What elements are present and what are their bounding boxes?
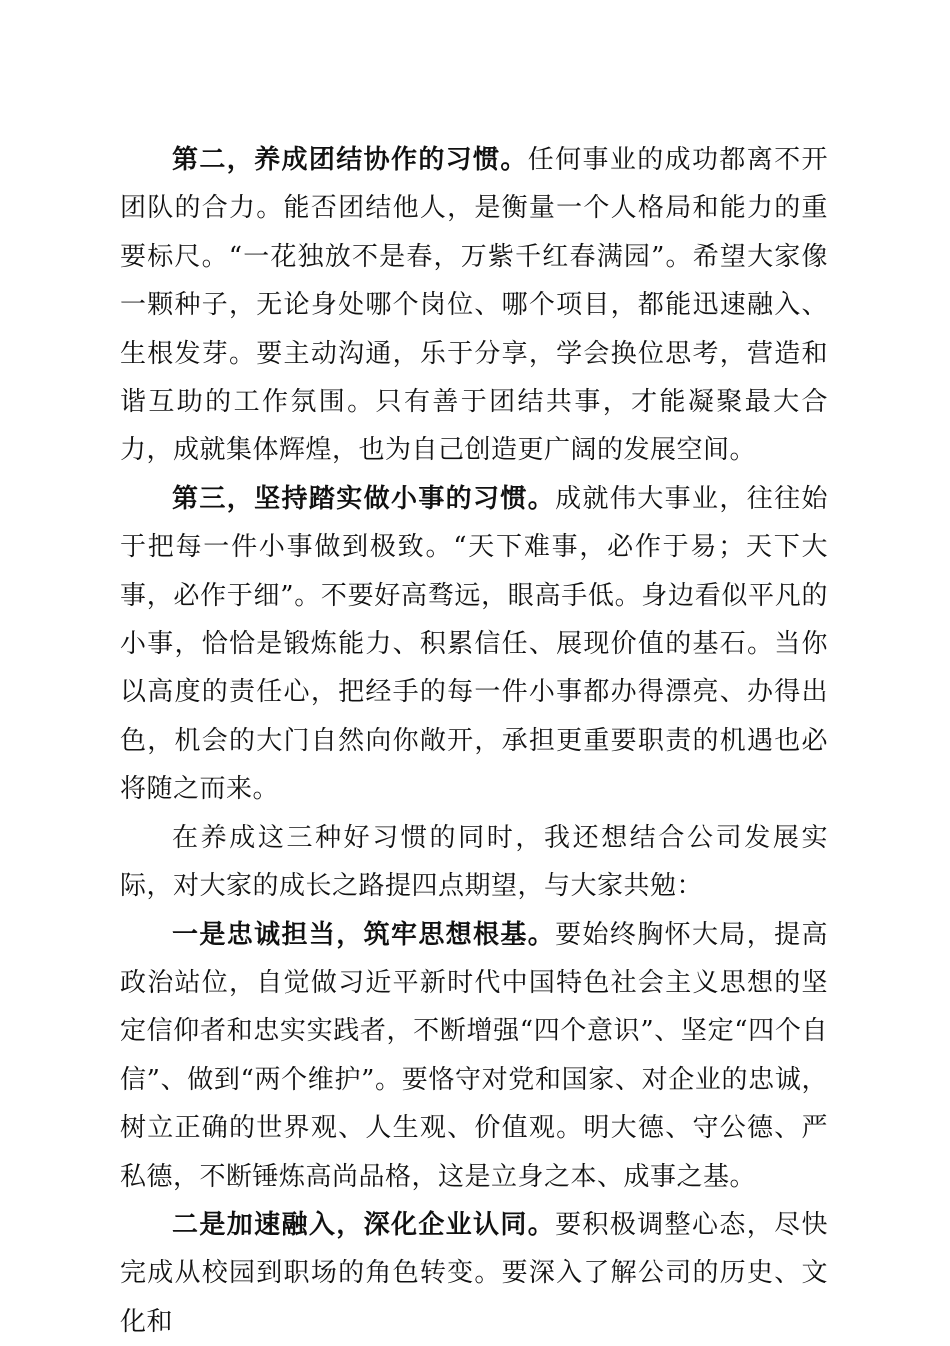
paragraph-integration	[120, 1201, 828, 1346]
paragraph-small-things-habit	[120, 475, 828, 814]
paragraph-text: 要积极调整心态，尽快完成从校园到职场的角色转变。要深入了解公司的历史、文化和	[120, 1209, 828, 1337]
paragraph-text: 要始终胸怀大局，提高政治站位，自觉做习近平新时代中国特色社会主义思想的坚定信仰者和忠实实践者，不断增强“四个意识”、坚定“四个自信”、做到“两个维护”。要恪守对党和国家、对企业的忠诚，树立正确的世界观、人生观、价值观。明大德、守公德、严私德，不断锤炼高尚品格，这是立身之本、成事之基。	[120, 919, 828, 1192]
paragraph-heading: 一是忠诚担当，筑牢思想根基。	[172, 919, 556, 950]
paragraph-text: 在养成这三种好习惯的同时，我还想结合公司发展实际，对大家的成长之路提四点期望，与大家共勉：	[120, 822, 828, 902]
paragraph-text: 任何事业的成功都离不开团队的合力。能否团结他人，是衡量一个人格局和能力的重要标尺。“一花独放不是春，万紫千红春满园”。希望大家像一颗种子，无论身处哪个岗位、哪个项目，都能迅速融入、生根发芽。要主动沟通，乐于分享，学会换位思考，营造和谐互助的工作氛围。只有善于团结共事，才能凝聚最大合力，成就集体辉煌，也为自己创造更广阔的发展空间。	[120, 145, 828, 466]
paragraph-heading: 二是加速融入，深化企业认同。	[172, 1209, 556, 1240]
document-body	[120, 136, 828, 1346]
paragraph-teamwork-habit	[120, 136, 828, 475]
paragraph-loyalty	[120, 911, 828, 1201]
paragraph-text: 成就伟大事业，往往始于把每一件小事做到极致。“天下难事，必作于易；天下大事，必作于细”。不要好高骛远，眼高手低。身边看似平凡的小事，恰恰是锻炼能力、积累信任、展现价值的基石。当你以高度的责任心，把经手的每一件小事都办得漂亮、办得出色，机会的大门自然向你敞开，承担更重要职责的机遇也必将随之而来。	[120, 483, 828, 805]
paragraph-four-expectations-intro	[120, 814, 828, 911]
paragraph-heading: 第二，养成团结协作的习惯。	[172, 145, 528, 175]
paragraph-heading: 第三，坚持踏实做小事的习惯。	[172, 483, 556, 514]
